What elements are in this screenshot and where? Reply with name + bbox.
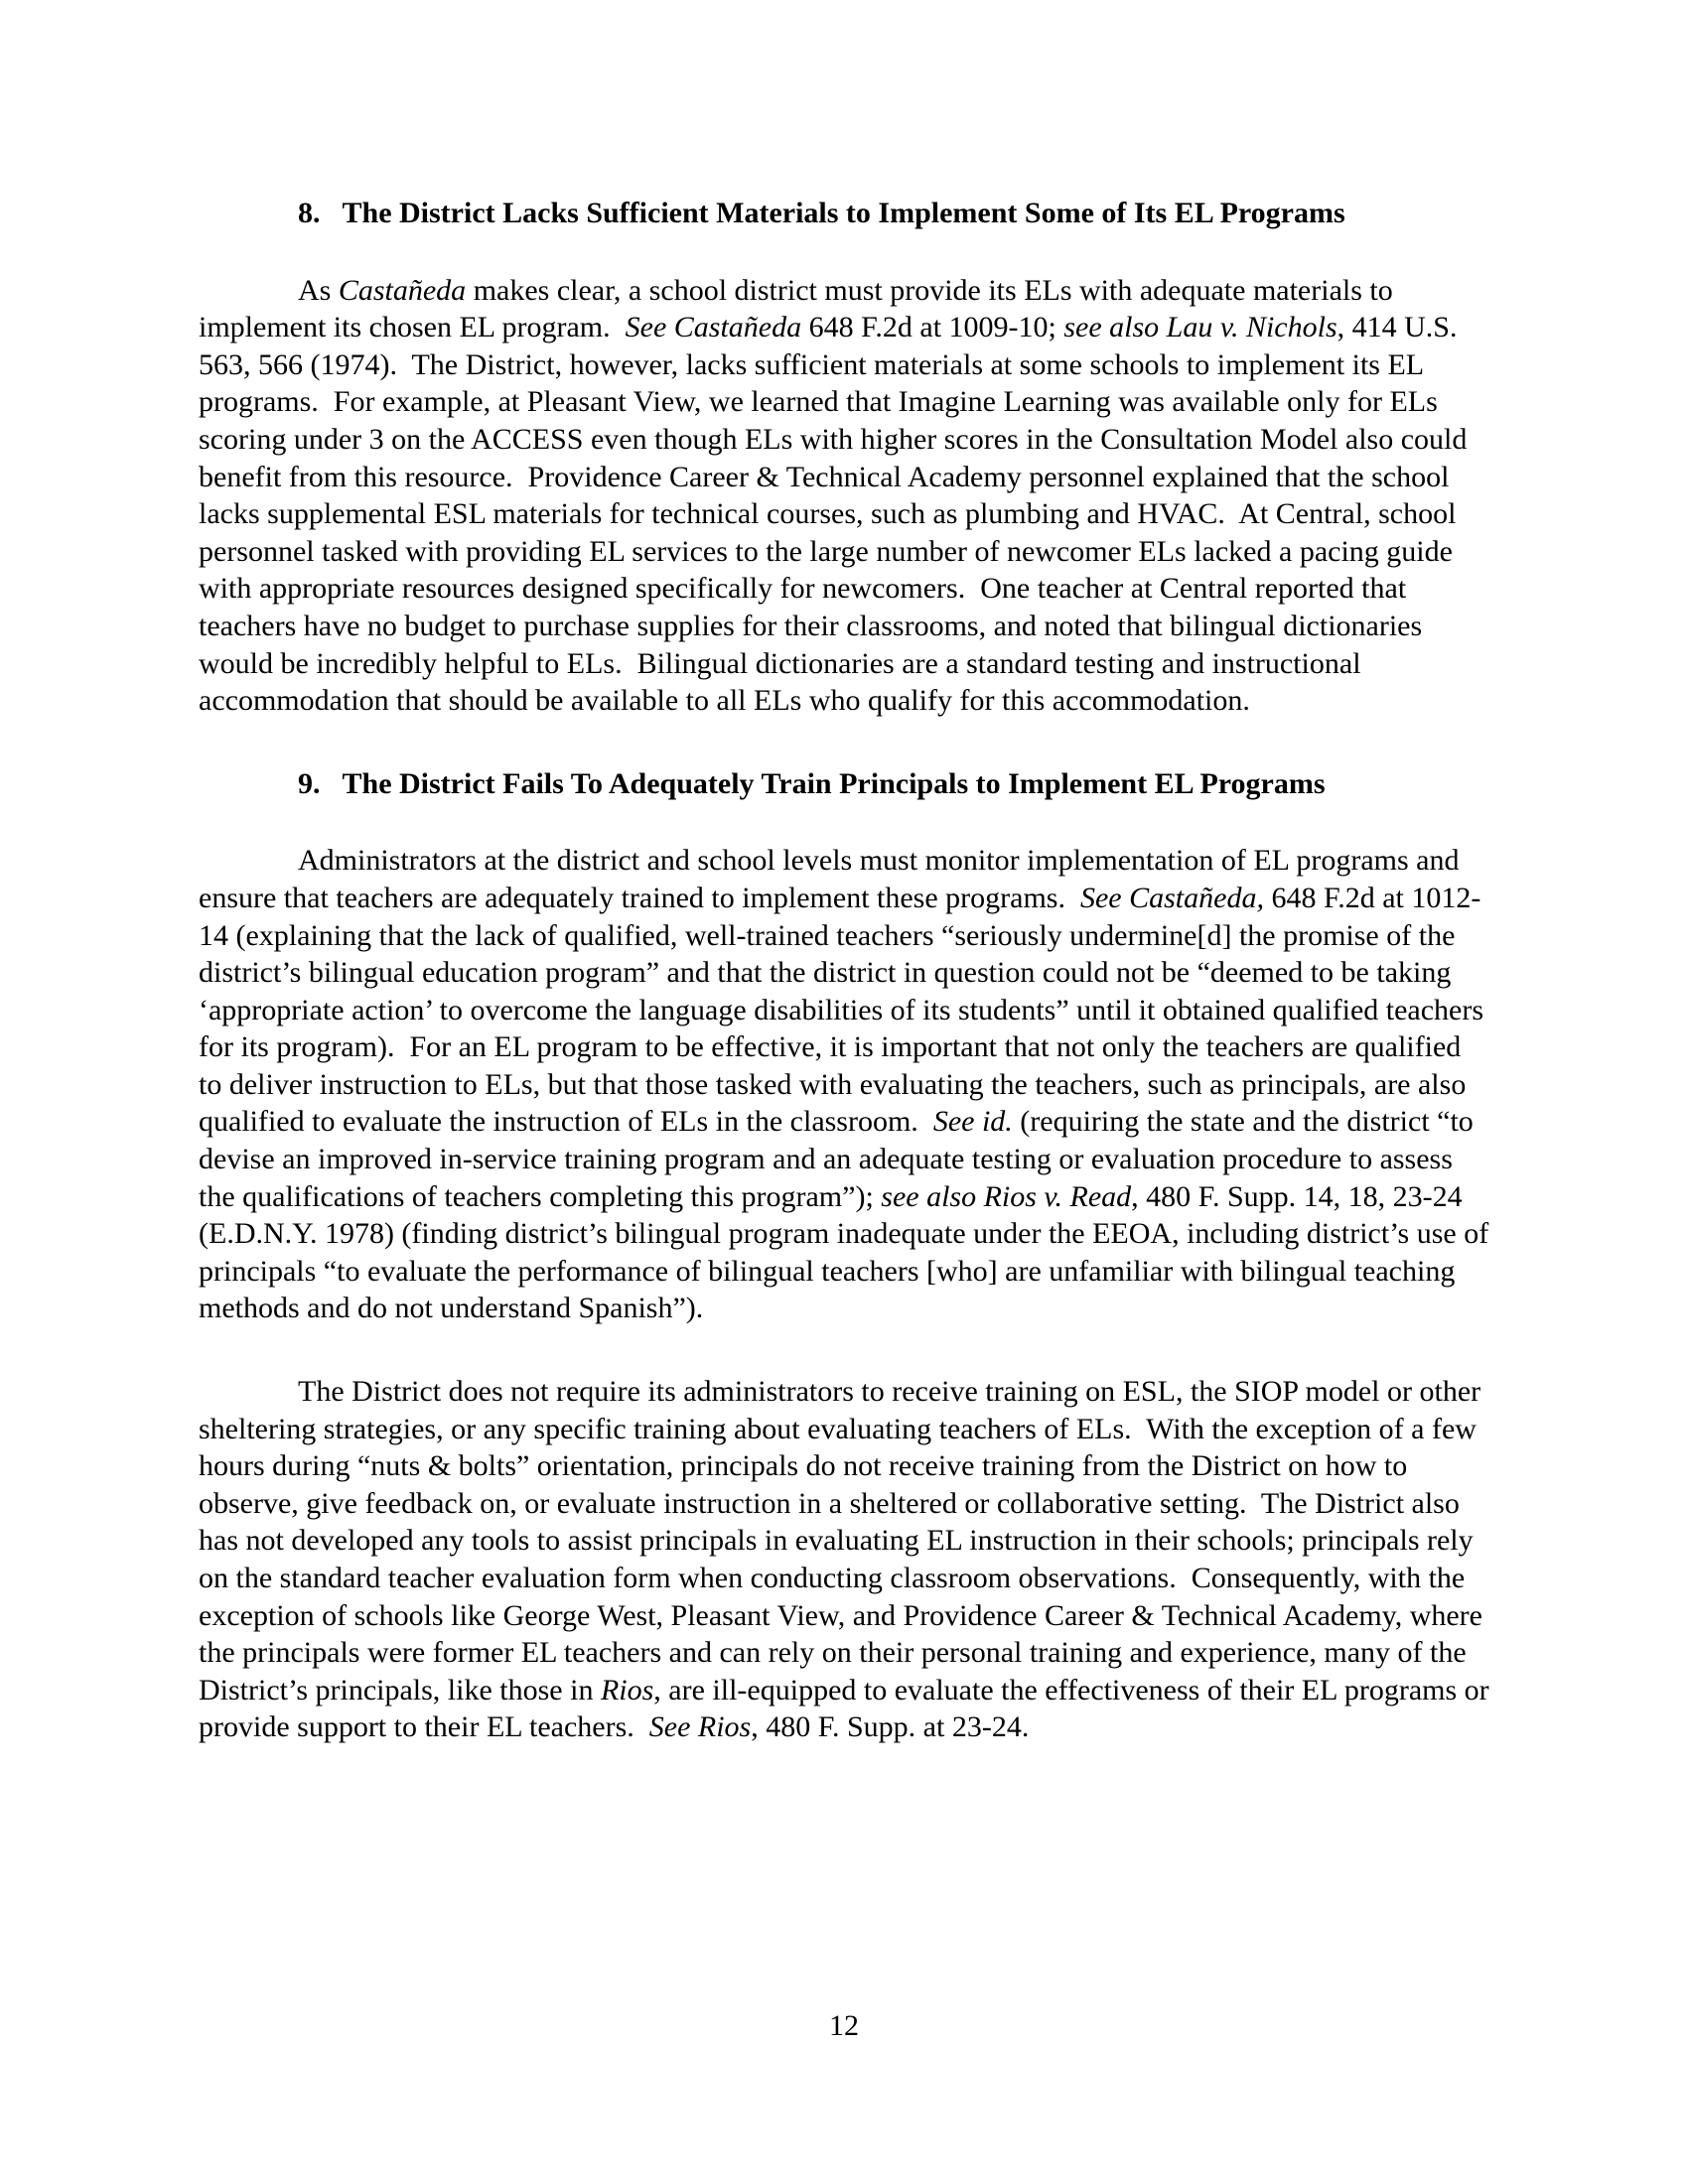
section-8-heading (199, 195, 1491, 232)
paragraph-materials: As Castañeda makes clear, a school district must provide its ELs with adequate materials to implement its chosen EL program. See Castañeda 648 F.2d at 1009-10; see also Lau v. Nichols, 414 U.S. 563, 566 (1974). The District, however, lacks sufficient materials at some schools to implement its EL programs. For example, at Pleasant View, we learned that Imagine Learning was available only for ELs scoring under 3 on the ACCESS even though ELs with higher scores in the Consultation Model also could benefit from this resource. Providence Career & Technical Academy personnel explained that the school lacks supplemental ESL materials for technical courses, such as plumbing and HVAC. At Central, school personnel tasked with providing EL services to the large number of newcomer ELs lacked a pacing guide with appropriate resources designed specifically for newcomers. One teacher at Central reported that teachers have no budget to purchase supplies for their classrooms, and noted that bilingual dictionaries would be incredibly helpful to ELs. Bilingual dictionaries are a standard testing and instructional accommodation that should be available to all ELs who qualify for this accommodation. (199, 273, 1475, 718)
page-number: 12 (829, 2009, 859, 2042)
heading-title: The District Fails To Adequately Train Principals to Implement EL Programs (342, 766, 1326, 800)
paragraph-training-practice: The District does not require its administrators to receive training on ESL, the SIOP model or other sheltering strategies, or any specific training about evaluating teachers of ELs. With the exception of a few hours during “nuts & bolts” orientation, principals do not receive training from the District on how to observe, give feedback on, or evaluate instruction in a sheltered or collaborative setting. The District also has not developed any tools to assist principals in evaluating EL instruction in their schools; principals rely on the standard teacher evaluation form when conducting classroom observations. Consequently, with the exception of schools like George West, Pleasant View, and Providence Career & Technical Academy, where the principals were former EL teachers and can rely on their personal training and experience, many of the District’s principals, like those in Rios, are ill-equipped to evaluate the effectiveness of their EL programs or provide support to their EL teachers. See Rios, 480 F. Supp. at 23-24. (199, 1375, 1497, 1744)
page-footer (0, 2007, 1688, 2045)
page-content (199, 195, 1497, 1792)
heading-number: 9. (298, 766, 321, 800)
heading-title: The District Lacks Sufficient Materials to Implement Some of Its EL Programs (342, 197, 1345, 229)
paragraph-training-law: Administrators at the district and school levels must monitor implementation of EL programs and ensure that teachers are adequately trained to implement these programs. See Castañeda, 648 F.2d at 1012-14 (explaining that the lack of qualified, well-trained teachers “seriously undermine[d] the promise of the district’s bilingual education program” and that the district in question could not be “deemed to be taking ‘appropriate action’ to overcome the language disabilities of its students” until it obtained qualified teachers for its program). For an EL program to be effective, it is important that not only the teachers are qualified to deliver instruction to ELs, but that those tasked with evaluating the teachers, such as principals, are also qualified to evaluate the instruction of ELs in the classroom. See id. (requiring the state and the district “to devise an improved in-service training program and an adequate testing or evaluation procedure to assess the qualifications of teachers completing this program”); see also Rios v. Read, 480 F. Supp. 14, 18, 23-24 (E.D.N.Y. 1978) (finding district’s bilingual program inadequate under the EEOA, including district’s use of principals “to evaluate the performance of bilingual teachers [who] are unfamiliar with bilingual teaching methods and do not understand Spanish”). (199, 844, 1496, 1325)
section-9-heading (199, 765, 1491, 803)
heading-number: 8. (298, 197, 321, 229)
